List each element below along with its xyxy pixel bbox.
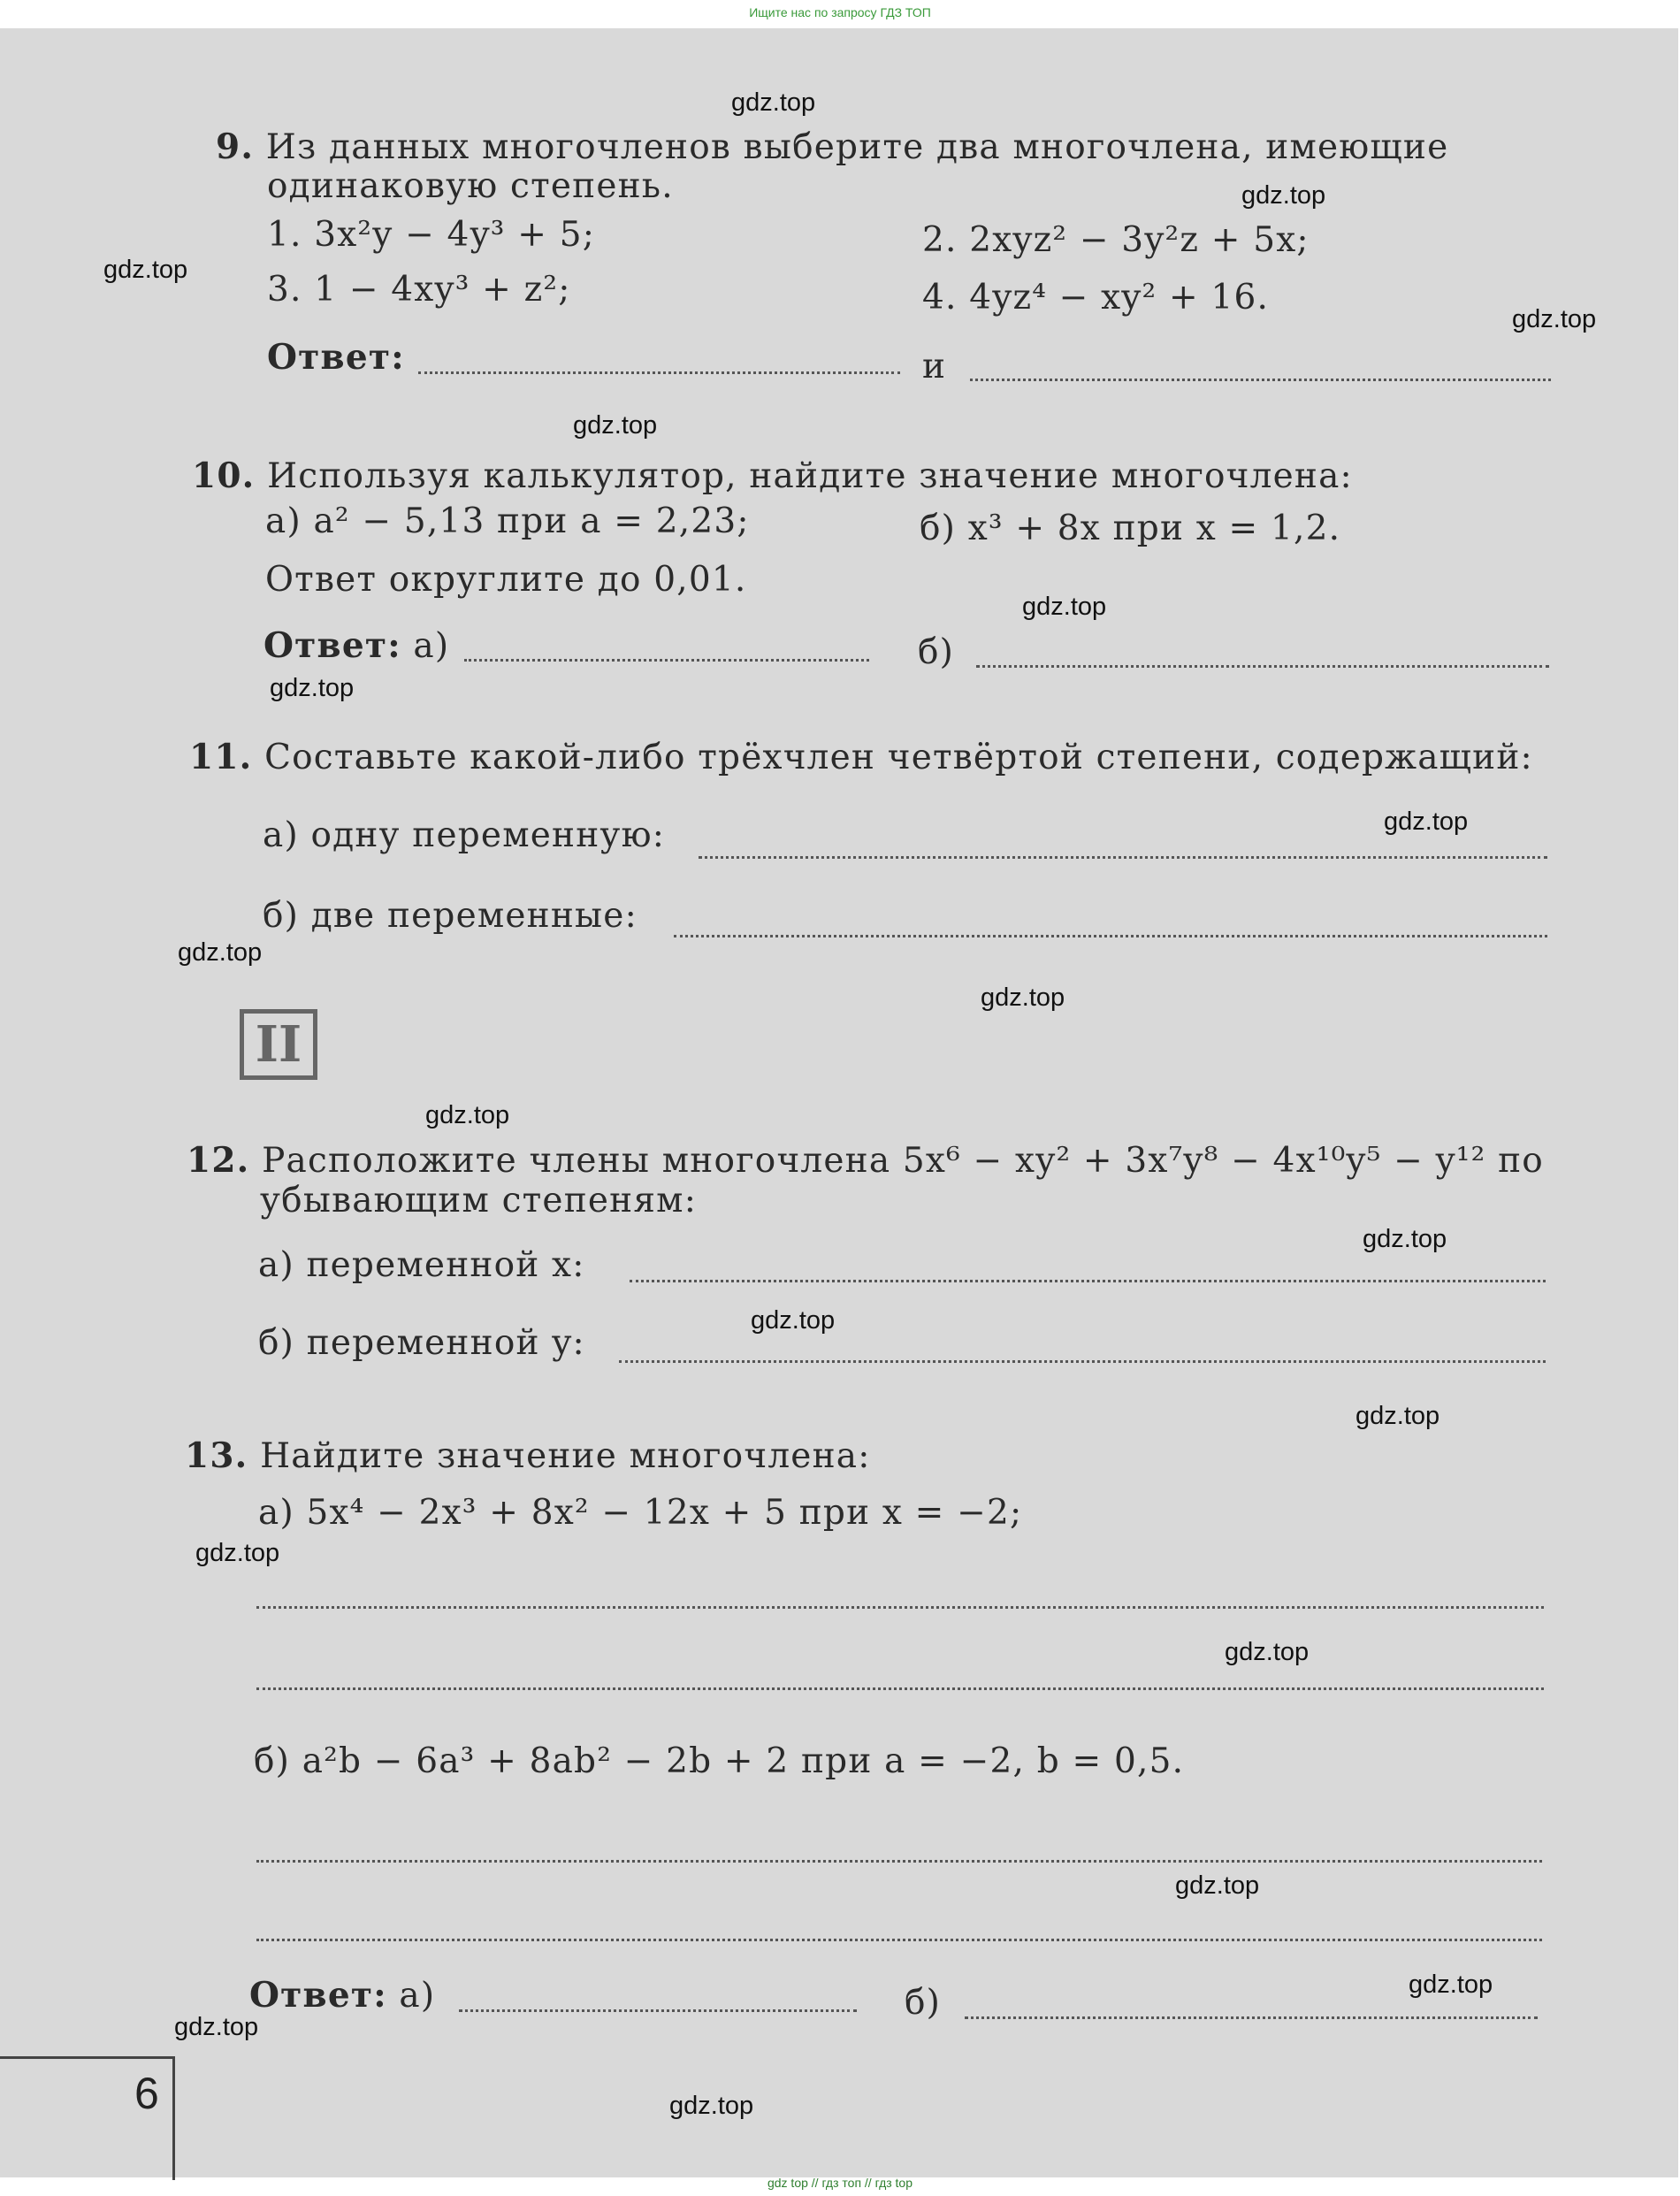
watermark: gdz.top [195,1539,280,1567]
task-10-rounding: Ответ округлите до 0,01. [265,560,747,600]
task-12-part-b: б) переменной y: [258,1323,585,1363]
task-11 [189,737,1533,777]
section-roman-numeral: II [240,1009,317,1080]
watermark: gdz.top [270,674,355,702]
task-text: Используя калькулятор, найдите значение многочлена: [267,456,1353,496]
task-11-part-b: б) две переменные: [263,896,638,936]
part-b-label: б) [905,1983,942,2023]
task-9 [216,126,1448,167]
task-12-line2: убывающим степеням: [260,1181,698,1220]
task-13-part-a: а) 5x⁴ − 2x³ + 8x² − 12x + 5 при x = −2; [258,1493,1023,1533]
task-text: Расположите члены многочлена 5x⁶ − xy² + 3x⁷y⁸ − 4x¹⁰y⁵ − y¹² по [262,1141,1544,1181]
watermark: gdz.top [1363,1225,1447,1253]
answer-line-11a[interactable] [699,856,1547,859]
task-9-option-1: 1. 3x²y − 4y³ + 5; [267,215,596,255]
answer-line-9-first[interactable] [418,371,900,374]
task-number: 9. [216,126,255,167]
task-9-option-3: 3. 1 − 4xy³ + z²; [267,270,571,310]
task-9-option-4: 4. 4yz⁴ − xy² + 16. [922,278,1270,318]
task-text: Из данных многочленов выберите два многочлена, имеющие [265,127,1449,167]
task-13-answer [249,1975,435,2016]
answer-label: Ответ: [267,337,405,378]
part-b-label: б) [918,632,955,672]
task-13 [185,1435,871,1476]
workbook-page [0,28,1678,2177]
task-number: 11. [189,737,253,777]
watermark: gdz.top [573,411,658,440]
answer-line-11b[interactable] [674,935,1547,937]
part-a-label: а) [399,1976,436,2016]
task-number: 12. [187,1140,250,1181]
answer-line-9-second[interactable] [970,379,1551,381]
task-13-part-b: б) a²b − 6a³ + 8ab² − 2b + 2 при a = −2, b = 0,5. [254,1741,1185,1781]
top-search-note: Ищите нас по запросу ГДЗ ТОП [749,5,931,19]
watermark: gdz.top [1355,1402,1440,1430]
watermark: gdz.top [174,2013,259,2041]
task-10-answer [263,625,449,666]
task-text: Найдите значение многочлена: [260,1436,871,1476]
answer-label: Ответ: [263,625,401,666]
bottom-note: gdz top // гдз топ // гдз top [767,2176,913,2190]
watermark: gdz.top [1409,1970,1493,1999]
task-10-part-a: а) a² − 5,13 при a = 2,23; [265,501,750,541]
answer-line-13a-final[interactable] [459,2009,857,2012]
answer-label: Ответ: [249,1975,387,2016]
task-11-part-a: а) одну переменную: [263,815,666,855]
watermark: gdz.top [1175,1871,1260,1900]
task-12-part-a: а) переменной x: [258,1245,585,1285]
watermark: gdz.top [1225,1638,1310,1666]
answer-line-13b-2[interactable] [256,1939,1542,1941]
part-a-label: а) [413,626,450,666]
task-12 [187,1140,1544,1181]
task-10-part-b: б) x³ + 8x при x = 1,2. [920,509,1341,548]
answer-line-13a-2[interactable] [256,1687,1544,1690]
watermark: gdz.top [1512,305,1597,333]
task-9-line2: одинаковую степень. [267,166,674,206]
task-9-option-2: 2. 2xyz² − 3y²z + 5x; [922,220,1310,260]
answer-line-10b[interactable] [976,665,1549,668]
answer-line-13b-final[interactable] [965,2016,1538,2019]
task-10 [192,455,1353,496]
watermark: gdz.top [1022,593,1107,621]
answer-line-12b[interactable] [619,1360,1546,1363]
watermark: gdz.top [425,1101,510,1129]
watermark: gdz.top [103,256,188,284]
answer-line-13a-1[interactable] [256,1606,1544,1609]
and-label: и [922,347,947,386]
watermark: gdz.top [751,1306,836,1335]
task-number: 10. [192,455,256,496]
watermark: gdz.top [669,2092,754,2120]
watermark: gdz.top [981,983,1065,1012]
page-number: 6 [134,2069,159,2118]
watermark: gdz.top [731,88,816,117]
task-text: Составьте какой-либо трёхчлен четвёртой степени, содержащий: [264,738,1533,777]
watermark: gdz.top [1384,807,1469,836]
answer-line-10a[interactable] [464,659,869,662]
watermark: gdz.top [1241,181,1326,210]
task-number: 13. [185,1435,248,1476]
answer-line-12a[interactable] [630,1280,1546,1282]
watermark: gdz.top [178,938,263,967]
answer-line-13b-1[interactable] [256,1860,1542,1863]
